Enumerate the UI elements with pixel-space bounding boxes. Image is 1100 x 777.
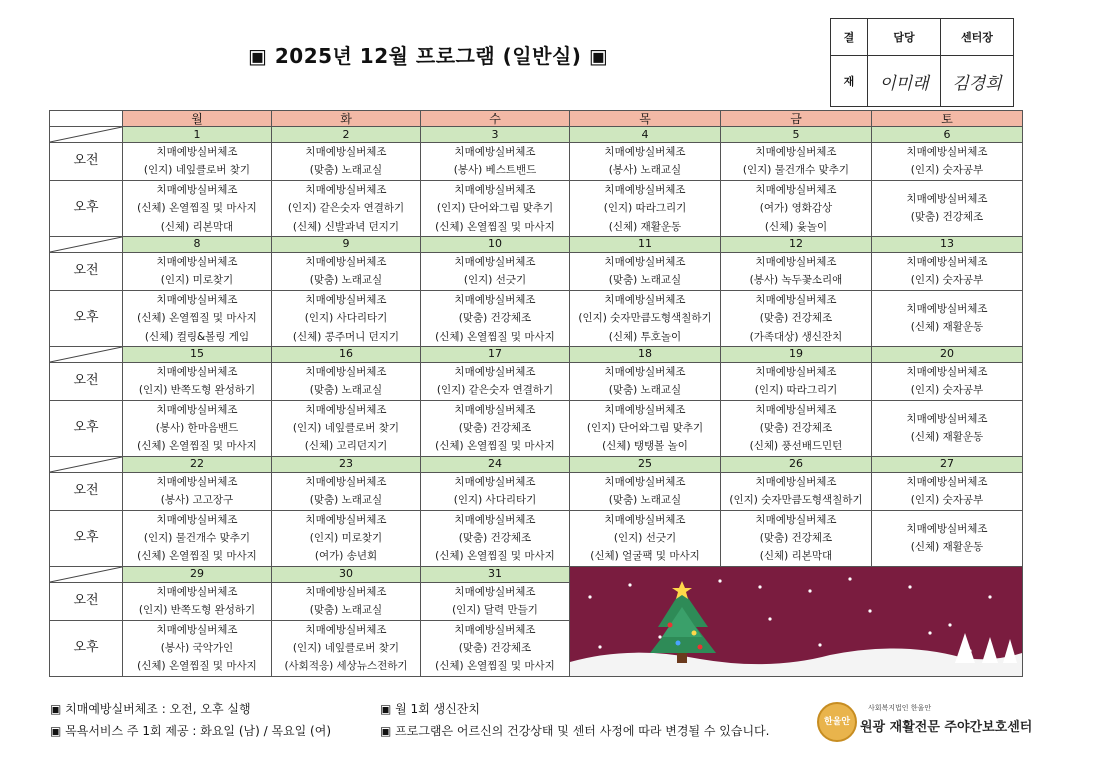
approval-box <box>830 18 1014 107</box>
date-cell: 19 <box>721 346 872 362</box>
program-line: (인지) 숫자만큼도형색칠하기 <box>729 494 863 507</box>
pm-program-cell <box>123 510 272 566</box>
program-line: (인지) 따라그리기 <box>603 202 687 215</box>
am-program-cell <box>123 252 272 290</box>
program-line: 치매예방실버체조 <box>156 183 238 196</box>
program-line: 치매예방실버체조 <box>454 365 536 378</box>
program-line: (인지) 숫자공부 <box>910 164 984 177</box>
pm-program-cell <box>421 510 570 566</box>
period-label-am: 오전 <box>50 143 123 181</box>
program-line: 치매예방실버체조 <box>604 403 686 416</box>
pm-program-cell <box>872 400 1023 456</box>
corner-diagonal <box>50 237 122 252</box>
am-program-cell <box>123 472 272 510</box>
program-line: 치매예방실버체조 <box>305 623 387 636</box>
day-header-cell: 화 <box>272 111 421 127</box>
program-line: (신체) 온열찜질 및 마사지 <box>137 660 257 673</box>
program-line: 치매예방실버체조 <box>454 475 536 488</box>
period-label-am: 오전 <box>50 582 123 620</box>
afternoon-row <box>50 510 1023 566</box>
am-program-cell <box>872 362 1023 400</box>
program-line: 치매예방실버체조 <box>454 293 536 306</box>
pm-program-cell <box>721 290 872 346</box>
program-line: 치매예방실버체조 <box>305 255 387 268</box>
pm-program-cell <box>123 180 272 236</box>
program-line: (인지) 선긋기 <box>463 274 527 287</box>
period-label-pm: 오후 <box>50 290 123 346</box>
pm-program-cell <box>872 510 1023 566</box>
date-cell: 23 <box>272 456 421 472</box>
date-row-corner <box>50 236 123 252</box>
program-line: (인지) 숫자공부 <box>910 494 984 507</box>
program-line: (신체) 온열찜질 및 마사지 <box>137 550 257 563</box>
date-row <box>50 236 1023 252</box>
program-line: (맞춤) 노래교실 <box>309 274 383 287</box>
program-line: (신체) 재활운동 <box>608 220 682 233</box>
pm-program-cell <box>123 400 272 456</box>
program-line: 치매예방실버체조 <box>156 513 238 526</box>
period-label-am: 오전 <box>50 472 123 510</box>
program-line: (봉사) 녹두꽃소리애 <box>749 274 843 287</box>
am-program-cell <box>721 472 872 510</box>
date-cell: 26 <box>721 456 872 472</box>
day-header-cell: 토 <box>872 111 1023 127</box>
pm-program-cell <box>421 290 570 346</box>
program-line: (봉사) 국악가인 <box>160 642 234 655</box>
period-label-am: 오전 <box>50 252 123 290</box>
date-cell: 9 <box>272 236 421 252</box>
program-line: 치매예방실버체조 <box>604 293 686 306</box>
date-cell: 8 <box>123 236 272 252</box>
program-line: 치매예방실버체조 <box>454 513 536 526</box>
program-line: (봉사) 노래교실 <box>608 164 682 177</box>
program-line: (신체) 온열찜질 및 마사지 <box>435 440 555 453</box>
pm-program-cell <box>421 400 570 456</box>
program-line: (신체) 리본막대 <box>759 550 833 563</box>
date-cell: 18 <box>570 346 721 362</box>
program-line: (신체) 투호놀이 <box>608 330 682 343</box>
program-line: (신체) 온열찜질 및 마사지 <box>137 440 257 453</box>
morning-row <box>50 472 1023 510</box>
program-line: (맞춤) 건강체조 <box>458 642 532 655</box>
program-line: 치매예방실버체조 <box>906 146 988 158</box>
date-cell: 16 <box>272 346 421 362</box>
program-line: 치매예방실버체조 <box>604 146 686 158</box>
program-line: 치매예방실버체조 <box>454 623 536 636</box>
program-line: (맞춤) 노래교실 <box>608 494 682 507</box>
program-line: 치매예방실버체조 <box>604 255 686 268</box>
signature-staff-text: 이미래 <box>879 73 929 94</box>
program-line: (신체) 온열찜질 및 마사지 <box>435 220 555 233</box>
signature-staff <box>868 56 941 107</box>
program-line: (인지) 반쪽도형 완성하기 <box>138 384 256 397</box>
date-cell: 6 <box>872 127 1023 143</box>
program-line: 치매예방실버체조 <box>755 475 837 488</box>
program-line: (신체) 컬링&볼링 게임 <box>144 330 250 343</box>
program-line: (신체) 온열찜질 및 마사지 <box>435 550 555 563</box>
am-program-cell <box>570 362 721 400</box>
program-line: (신체) 온열찜질 및 마사지 <box>435 330 555 343</box>
date-cell: 12 <box>721 236 872 252</box>
period-label-pm: 오후 <box>50 510 123 566</box>
am-program-cell <box>872 143 1023 181</box>
am-program-cell <box>272 582 421 620</box>
date-cell: 3 <box>421 127 570 143</box>
date-row-corner <box>50 127 123 143</box>
pm-program-cell <box>421 180 570 236</box>
am-program-cell <box>272 362 421 400</box>
afternoon-row <box>50 400 1023 456</box>
date-cell: 5 <box>721 127 872 143</box>
signature-director-text: 김경희 <box>952 73 1002 94</box>
date-cell: 29 <box>123 566 272 582</box>
pm-program-cell <box>872 180 1023 236</box>
program-line: 치매예방실버체조 <box>906 475 988 488</box>
program-line: 치매예방실버체조 <box>305 585 387 598</box>
program-line: 치매예방실버체조 <box>906 302 988 315</box>
date-cell: 15 <box>123 346 272 362</box>
approval-head-staff: 담당 <box>868 19 941 56</box>
pm-program-cell <box>721 400 872 456</box>
day-header-cell: 금 <box>721 111 872 127</box>
schedule-table <box>49 110 1023 677</box>
corner-diagonal <box>50 457 122 472</box>
program-line: (인지) 미로찾기 <box>309 532 383 545</box>
program-line: (인지) 따라그리기 <box>754 384 838 397</box>
program-line: (여가) 송년회 <box>314 550 378 563</box>
program-line: (신체) 재활운동 <box>910 541 984 554</box>
pm-program-cell <box>272 180 421 236</box>
pm-program-cell <box>272 290 421 346</box>
pm-program-cell <box>272 620 421 676</box>
am-program-cell <box>570 252 721 290</box>
program-line: 치매예방실버체조 <box>156 475 238 488</box>
program-line: 치매예방실버체조 <box>305 513 387 526</box>
program-line: 치매예방실버체조 <box>604 513 686 526</box>
day-header-row <box>50 111 1023 127</box>
pm-program-cell <box>570 180 721 236</box>
org-name: 원광 재활전문 주야간보호센터 <box>860 720 1033 735</box>
program-line: (신체) 얼굴팩 및 마사지 <box>590 550 700 563</box>
pm-program-cell <box>421 620 570 676</box>
program-line: (인지) 같은숫자 연결하기 <box>436 384 554 397</box>
program-line: (맞춤) 노래교실 <box>608 274 682 287</box>
program-line: 치매예방실버체조 <box>454 255 536 268</box>
day-header-corner <box>50 111 123 127</box>
page-title: ▣ 2025년 12월 프로그램 (일반실) ▣ <box>248 44 609 68</box>
program-line: 치매예방실버체조 <box>604 365 686 378</box>
program-line: 치매예방실버체조 <box>156 585 238 598</box>
program-line: 치매예방실버체조 <box>305 146 387 158</box>
pm-program-cell <box>721 180 872 236</box>
afternoon-row <box>50 180 1023 236</box>
program-line: 치매예방실버체조 <box>156 293 238 306</box>
program-line: 치매예방실버체조 <box>755 293 837 306</box>
am-program-cell <box>421 582 570 620</box>
program-line: (인지) 물건개수 맞추기 <box>143 532 251 545</box>
program-line: (신체) 윷놀이 <box>764 220 828 233</box>
pm-program-cell <box>272 400 421 456</box>
program-line: 치매예방실버체조 <box>604 475 686 488</box>
morning-row <box>50 252 1023 290</box>
am-program-cell <box>721 362 872 400</box>
date-row <box>50 346 1023 362</box>
date-cell: 25 <box>570 456 721 472</box>
program-line: 치매예방실버체조 <box>906 255 988 268</box>
program-line: (인지) 네잎클로버 찾기 <box>143 164 251 177</box>
org-subtitle: 사회복지법인 한울안 <box>868 704 932 712</box>
program-line: (인지) 미로찾기 <box>160 274 234 287</box>
period-label-pm: 오후 <box>50 180 123 236</box>
date-row <box>50 456 1023 472</box>
am-program-cell <box>421 252 570 290</box>
program-line: 치매예방실버체조 <box>156 146 238 158</box>
am-program-cell <box>272 472 421 510</box>
corner-diagonal <box>50 347 122 362</box>
program-line: 치매예방실버체조 <box>305 403 387 416</box>
morning-row <box>50 143 1023 181</box>
program-line: 치매예방실버체조 <box>156 255 238 268</box>
program-line: (신체) 재활운동 <box>910 431 984 444</box>
program-line: (신체) 콩주머니 던지기 <box>292 330 400 343</box>
am-program-cell <box>872 252 1023 290</box>
program-line: (맞춤) 건강체조 <box>458 422 532 435</box>
program-line: (맞춤) 건강체조 <box>458 312 532 325</box>
date-cell: 2 <box>272 127 421 143</box>
program-line: 치매예방실버체조 <box>305 365 387 378</box>
program-line: 치매예방실버체조 <box>755 365 837 378</box>
christmas-tree-illustration <box>570 567 1022 676</box>
pm-program-cell <box>872 290 1023 346</box>
am-program-cell <box>421 472 570 510</box>
program-line: (맞춤) 건강체조 <box>910 211 984 224</box>
day-header-cell: 월 <box>123 111 272 127</box>
program-line: (신체) 신발과녁 던지기 <box>292 220 400 233</box>
program-line: 치매예방실버체조 <box>156 403 238 416</box>
program-line: 치매예방실버체조 <box>454 585 536 598</box>
program-line: (맞춤) 노래교실 <box>309 164 383 177</box>
approval-side-bottom: 재 <box>831 56 868 107</box>
program-line: (신체) 온열찜질 및 마사지 <box>435 660 555 673</box>
afternoon-row <box>50 290 1023 346</box>
date-cell: 31 <box>421 566 570 582</box>
program-line: (맞춤) 건강체조 <box>458 532 532 545</box>
date-cell: 4 <box>570 127 721 143</box>
program-line: 치매예방실버체조 <box>906 522 988 535</box>
am-program-cell <box>570 143 721 181</box>
date-cell: 13 <box>872 236 1023 252</box>
day-header-cell: 수 <box>421 111 570 127</box>
date-cell: 22 <box>123 456 272 472</box>
date-cell: 1 <box>123 127 272 143</box>
program-line: (인지) 선긋기 <box>613 532 677 545</box>
am-program-cell <box>123 362 272 400</box>
note-bath-service: ▣ 목욕서비스 주 1회 제공 : 화요일 (남) / 목요일 (여) <box>50 724 331 738</box>
program-line: (맞춤) 건강체조 <box>759 312 833 325</box>
program-line: (인지) 반쪽도형 완성하기 <box>138 604 256 617</box>
program-line: (맞춤) 건강체조 <box>759 532 833 545</box>
program-line: (인지) 달력 만들기 <box>452 604 538 617</box>
program-line: (봉사) 한마음밴드 <box>155 422 239 435</box>
program-line: (맞춤) 건강체조 <box>759 422 833 435</box>
program-line: (인지) 네잎클로버 찾기 <box>292 422 400 435</box>
pm-program-cell <box>123 290 272 346</box>
program-line: 치매예방실버체조 <box>454 403 536 416</box>
date-cell: 11 <box>570 236 721 252</box>
program-line: (인지) 숫자공부 <box>910 274 984 287</box>
date-row-corner <box>50 456 123 472</box>
day-header-cell: 목 <box>570 111 721 127</box>
corner-diagonal <box>50 127 122 142</box>
program-line: 치매예방실버체조 <box>755 255 837 268</box>
program-line: 치매예방실버체조 <box>755 183 837 196</box>
am-program-cell <box>123 143 272 181</box>
am-program-cell <box>721 252 872 290</box>
program-line: (맞춤) 노래교실 <box>309 384 383 397</box>
program-line: 치매예방실버체조 <box>906 192 988 205</box>
program-line: 치매예방실버체조 <box>906 365 988 378</box>
program-line: 치매예방실버체조 <box>906 412 988 425</box>
note-exercise: ▣ 치매예방실버체조 : 오전, 오후 실행 <box>50 702 251 716</box>
program-line: 치매예방실버체조 <box>305 293 387 306</box>
program-line: (여가) 영화감상 <box>759 202 833 215</box>
date-cell: 10 <box>421 236 570 252</box>
am-program-cell <box>421 362 570 400</box>
program-line: (인지) 숫자공부 <box>910 384 984 397</box>
am-program-cell <box>272 252 421 290</box>
note-change: ▣ 프로그램은 어르신의 건강상태 및 센터 사정에 따라 변경될 수 있습니다. <box>380 724 770 738</box>
am-program-cell <box>721 143 872 181</box>
program-line: (맞춤) 노래교실 <box>309 604 383 617</box>
date-cell: 20 <box>872 346 1023 362</box>
program-line: (신체) 재활운동 <box>910 321 984 334</box>
program-line: (맞춤) 노래교실 <box>608 384 682 397</box>
program-line: 치매예방실버체조 <box>156 365 238 378</box>
date-row <box>50 127 1023 143</box>
approval-side-top: 결 <box>831 19 868 56</box>
program-line: 치매예방실버체조 <box>305 475 387 488</box>
pm-program-cell <box>570 510 721 566</box>
corner-diagonal <box>50 567 122 582</box>
program-line: (인지) 단어와그림 맞추기 <box>586 422 704 435</box>
period-label-pm: 오후 <box>50 400 123 456</box>
period-label-am: 오전 <box>50 362 123 400</box>
program-line: 치매예방실버체조 <box>755 513 837 526</box>
morning-row <box>50 362 1023 400</box>
pm-program-cell <box>721 510 872 566</box>
program-line: 치매예방실버체조 <box>156 623 238 636</box>
program-line: (신체) 온열찜질 및 마사지 <box>137 312 257 325</box>
program-line: (인지) 숫자만큼도형색칠하기 <box>578 312 712 325</box>
program-line: (봉사) 베스트밴드 <box>453 164 537 177</box>
program-line: 치매예방실버체조 <box>755 146 837 158</box>
program-line: (가족대상) 생신잔치 <box>749 330 843 343</box>
am-program-cell <box>272 143 421 181</box>
program-line: (인지) 같은숫자 연결하기 <box>287 202 405 215</box>
date-cell: 17 <box>421 346 570 362</box>
date-cell: 30 <box>272 566 421 582</box>
program-line: (신체) 온열찜질 및 마사지 <box>137 202 257 215</box>
pm-program-cell <box>123 620 272 676</box>
am-program-cell <box>872 472 1023 510</box>
program-line: 치매예방실버체조 <box>604 183 686 196</box>
program-line: (인지) 사다리타기 <box>453 494 537 507</box>
am-program-cell <box>123 582 272 620</box>
program-line: 치매예방실버체조 <box>755 403 837 416</box>
program-line: (맞춤) 노래교실 <box>309 494 383 507</box>
date-cell: 24 <box>421 456 570 472</box>
am-program-cell <box>570 472 721 510</box>
program-line: 치매예방실버체조 <box>454 183 536 196</box>
program-line: (인지) 네잎클로버 찾기 <box>292 642 400 655</box>
program-line: (신체) 풍선배드민턴 <box>749 440 843 453</box>
program-line: 치매예방실버체조 <box>305 183 387 196</box>
program-line: (신체) 고리던지기 <box>304 440 388 453</box>
center-logo: 한울안 <box>817 702 857 742</box>
approval-head-director: 센터장 <box>941 19 1014 56</box>
program-line: (인지) 물건개수 맞추기 <box>742 164 850 177</box>
signature-director <box>941 56 1014 107</box>
pm-program-cell <box>272 510 421 566</box>
note-birthday: ▣ 월 1회 생신잔치 <box>380 702 480 716</box>
program-line: 치매예방실버체조 <box>454 146 536 158</box>
am-program-cell <box>421 143 570 181</box>
christmas-illustration <box>570 566 1023 676</box>
program-line: (신체) 탱탱볼 놀이 <box>602 440 688 453</box>
program-line: (인지) 사다리타기 <box>304 312 388 325</box>
date-row-corner <box>50 346 123 362</box>
date-row <box>50 566 1023 582</box>
program-line: (신체) 리본막대 <box>160 220 234 233</box>
date-cell: 27 <box>872 456 1023 472</box>
program-line: (봉사) 고고장구 <box>160 494 234 507</box>
pm-program-cell <box>570 290 721 346</box>
program-line: (사회적응) 세상뉴스전하기 <box>284 660 408 673</box>
pm-program-cell <box>570 400 721 456</box>
date-row-corner <box>50 566 123 582</box>
period-label-pm: 오후 <box>50 620 123 676</box>
program-line: (인지) 단어와그림 맞추기 <box>436 202 554 215</box>
